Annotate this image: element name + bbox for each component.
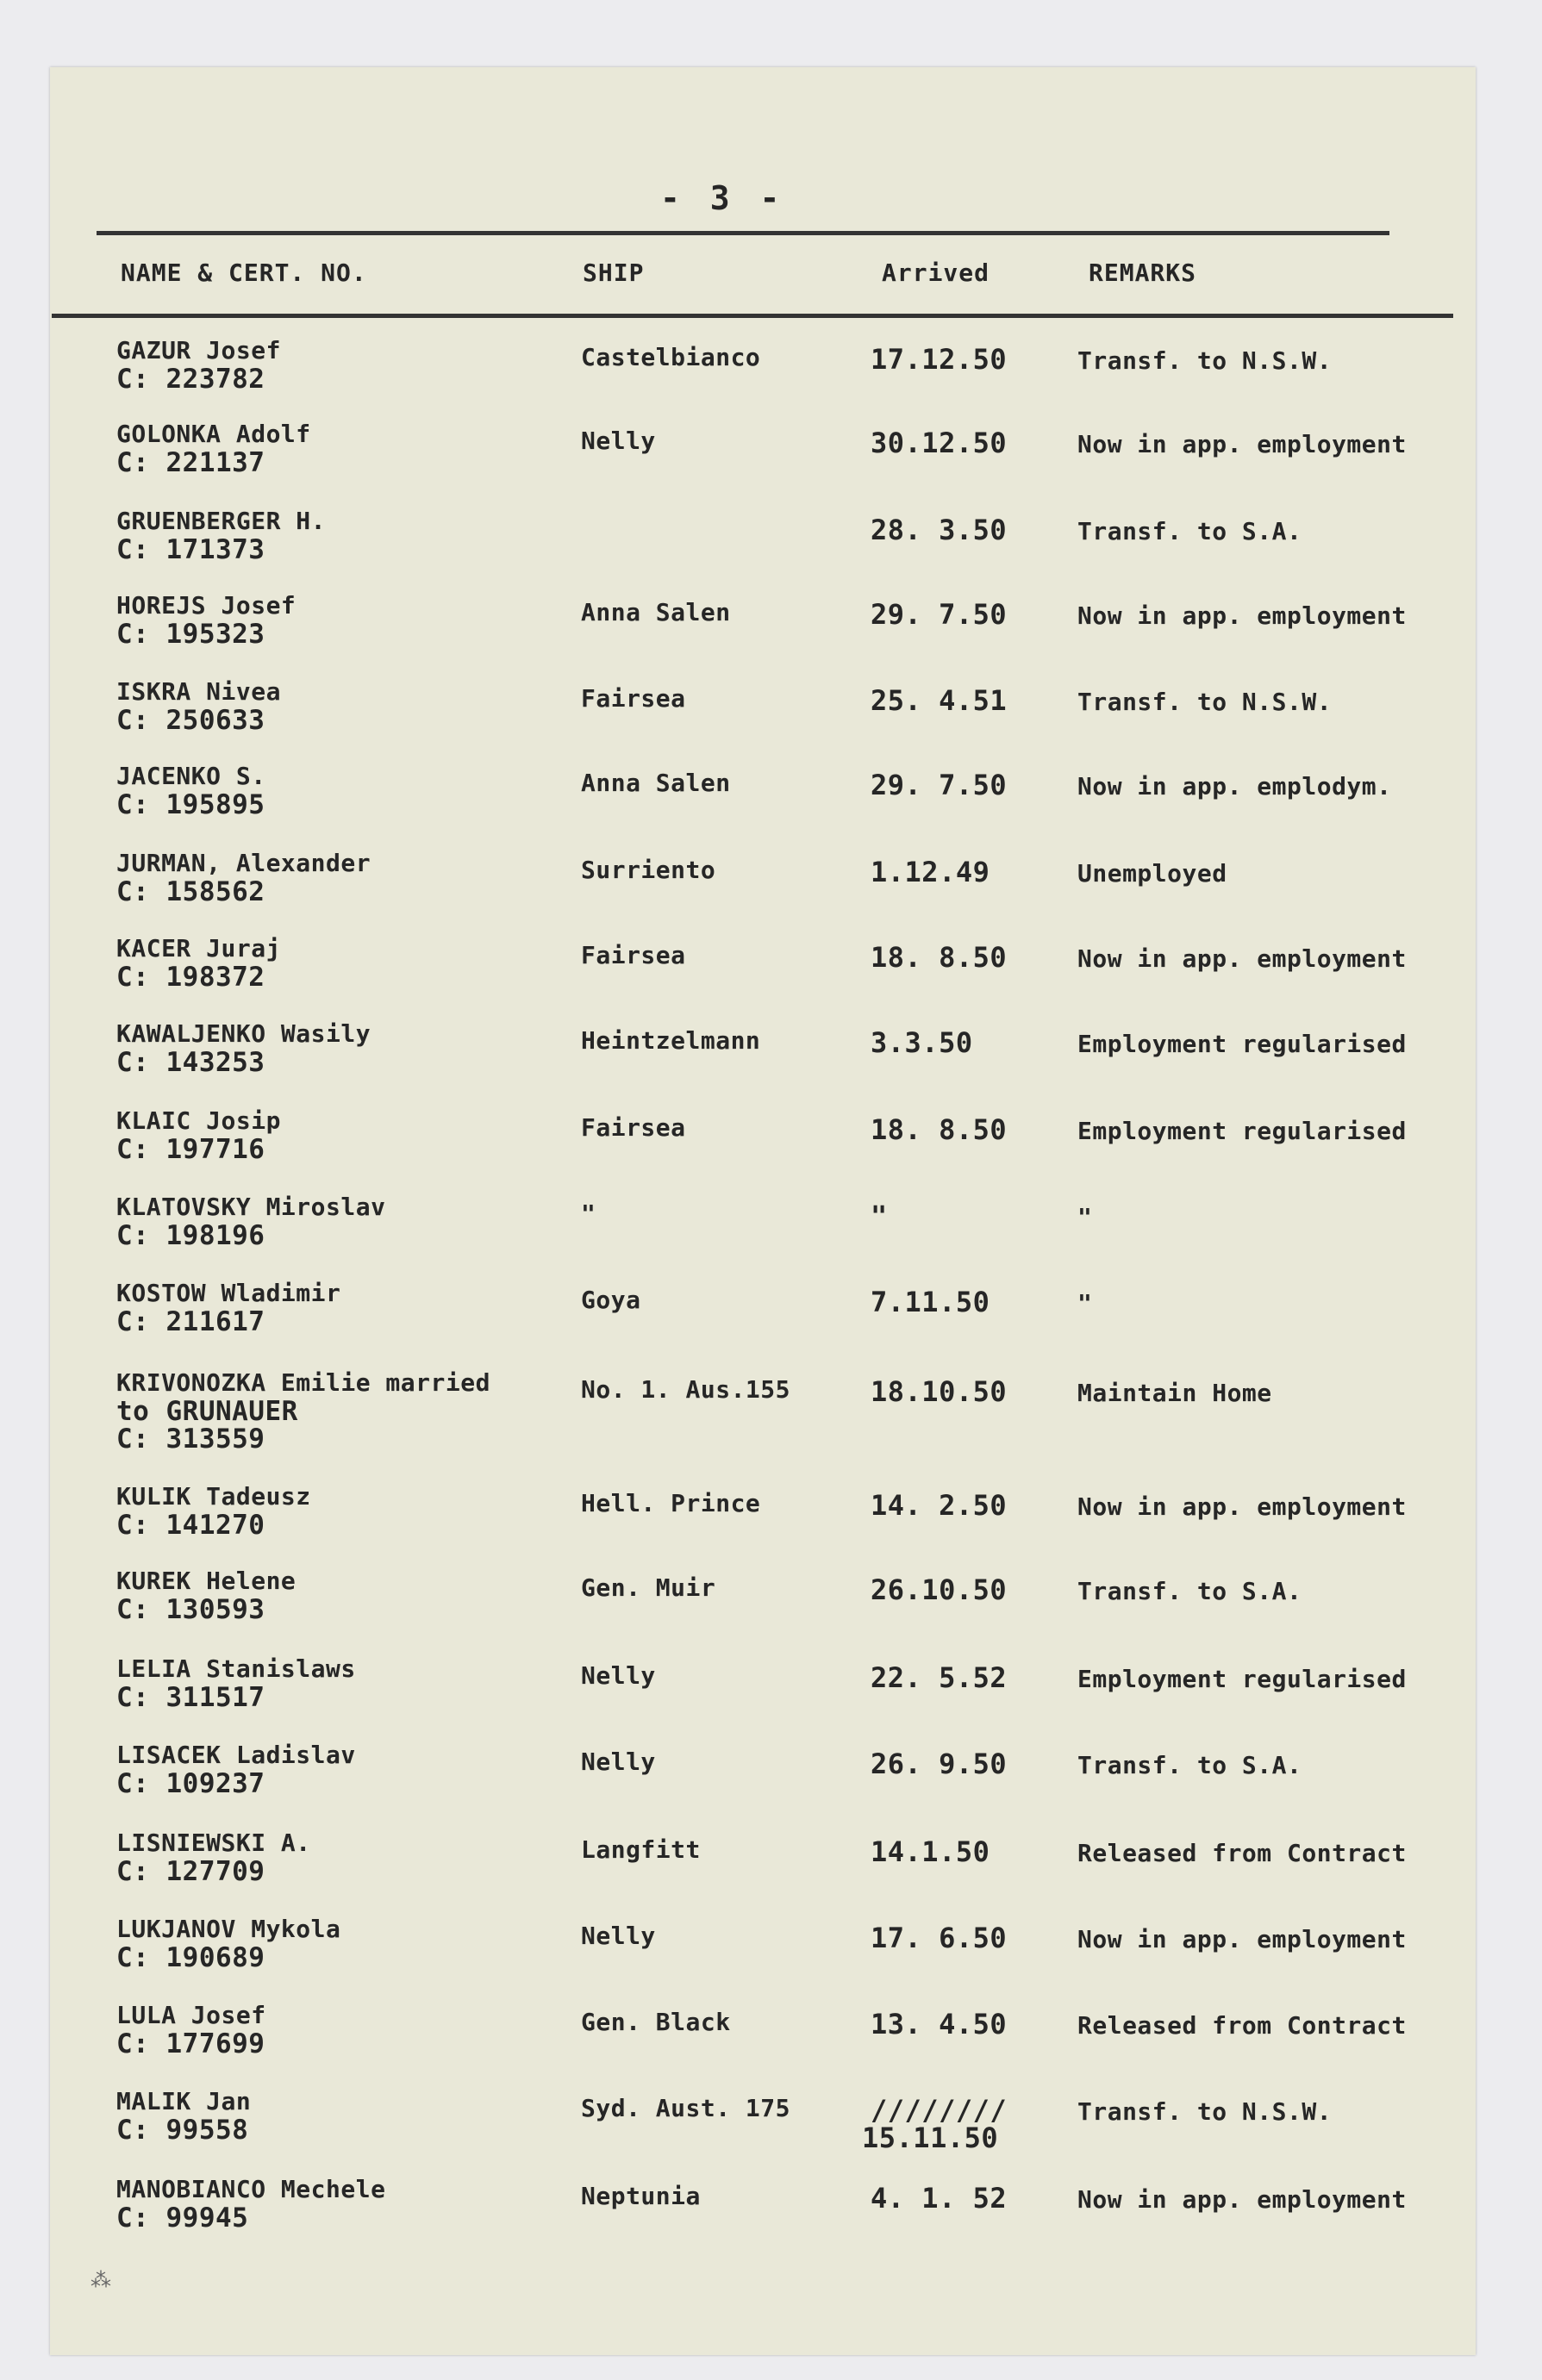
- ship-name: ": [581, 1199, 596, 1228]
- top-rule: [97, 231, 1389, 235]
- person-name: GOLONKA Adolf: [116, 420, 311, 448]
- cert-number: C: 99558: [116, 2115, 249, 2146]
- arrival-date: 29. 7.50: [871, 598, 1008, 631]
- remarks: Transf. to N.S.W.: [1077, 2097, 1333, 2126]
- table-row: [0, 2001, 1542, 2084]
- cert-number: C: 198196: [116, 1220, 265, 1251]
- cert-number: C: 190689: [116, 1942, 265, 1973]
- person-name: KULIK Tadeusz: [116, 1482, 311, 1511]
- header-name: NAME & CERT. NO.: [121, 259, 367, 287]
- arrival-date: ////////: [871, 2094, 1008, 2127]
- cert-number: C: 195895: [116, 789, 265, 820]
- header-rule: [52, 314, 1453, 318]
- ship-name: Gen. Black: [581, 2008, 731, 2036]
- person-name: KOSTOW Wladimir: [116, 1279, 341, 1307]
- remarks: Transf. to S.A.: [1077, 517, 1302, 545]
- arrival-date: 18. 8.50: [871, 941, 1008, 974]
- remarks: Now in app. employment: [1077, 430, 1407, 458]
- ship-name: Fairsea: [581, 1113, 686, 1142]
- person-name: MANOBIANCO Mechele: [116, 2175, 386, 2203]
- cert-number: C: 250633: [116, 705, 265, 736]
- person-name: HOREJS Josef: [116, 591, 297, 620]
- arrival-date: 18. 8.50: [871, 1113, 1008, 1146]
- person-name: KRIVONOZKA Emilie married: [116, 1368, 490, 1397]
- table-row: [0, 2087, 1542, 2170]
- cert-number: C: 158562: [116, 876, 265, 907]
- table-row: [0, 1368, 1542, 1455]
- ship-name: Fairsea: [581, 684, 686, 713]
- ship-name: No. 1. Aus.155: [581, 1375, 791, 1404]
- person-name: KAWALJENKO Wasily: [116, 1019, 371, 1048]
- remarks: Maintain Home: [1077, 1379, 1272, 1407]
- arrival-date: 22. 5.52: [871, 1661, 1008, 1694]
- person-name: ISKRA Nivea: [116, 677, 281, 706]
- person-name: LISNIEWSKI A.: [116, 1829, 311, 1857]
- table-row: [0, 934, 1542, 1017]
- remarks: Transf. to S.A.: [1077, 1751, 1302, 1779]
- cert-number: C: 221137: [116, 447, 265, 478]
- remarks: Transf. to N.S.W.: [1077, 688, 1333, 716]
- arrival-date: 17.12.50: [871, 343, 1008, 376]
- arrival-date: 14. 2.50: [871, 1489, 1008, 1522]
- cert-number: C: 313559: [116, 1424, 265, 1455]
- arrival-date: ": [871, 1199, 888, 1232]
- table-row: [0, 1279, 1542, 1361]
- ship-name: Goya: [581, 1286, 641, 1314]
- cert-number: C: 143253: [116, 1047, 265, 1078]
- arrival-date: 29. 7.50: [871, 769, 1008, 801]
- arrival-date: 30.12.50: [871, 427, 1008, 459]
- table-row: [0, 1829, 1542, 1911]
- arrival-date: 1.12.49: [871, 856, 990, 888]
- person-name-line2: to GRUNAUER: [116, 1396, 298, 1427]
- remarks: ": [1077, 1289, 1093, 1318]
- cert-number: C: 198372: [116, 962, 265, 993]
- remarks: Now in app. emplodym.: [1077, 772, 1392, 801]
- ship-name: Hell. Prince: [581, 1489, 761, 1517]
- corner-mark: ⁂: [91, 2268, 111, 2292]
- person-name: GRUENBERGER H.: [116, 507, 327, 535]
- remarks: Now in app. employment: [1077, 2185, 1407, 2214]
- ship-name: Anna Salen: [581, 769, 731, 797]
- table-row: [0, 1106, 1542, 1189]
- arrival-date: 26. 9.50: [871, 1748, 1008, 1780]
- cert-number: C: 109237: [116, 1768, 265, 1799]
- cert-number: C: 223782: [116, 364, 265, 395]
- table-row: [0, 2175, 1542, 2258]
- arrival-date: 14.1.50: [871, 1835, 990, 1868]
- ship-name: Nelly: [581, 1748, 656, 1776]
- cert-number: C: 195323: [116, 619, 265, 650]
- person-name: LULA Josef: [116, 2001, 266, 2029]
- arrival-date: 4. 1. 52: [871, 2182, 1008, 2215]
- person-name: KLATOVSKY Miroslav: [116, 1193, 386, 1221]
- ship-name: Langfitt: [581, 1835, 701, 1864]
- ship-name: Neptunia: [581, 2182, 701, 2210]
- table-row: [0, 1915, 1542, 1997]
- arrival-date: 7.11.50: [871, 1286, 990, 1318]
- remarks: Now in app. employment: [1077, 944, 1407, 973]
- remarks: Released from Contract: [1077, 2011, 1407, 2040]
- ship-name: Nelly: [581, 1661, 656, 1690]
- arrival-date: 26.10.50: [871, 1573, 1008, 1606]
- cert-number: C: 127709: [116, 1856, 265, 1887]
- ship-name: Heintzelmann: [581, 1026, 761, 1055]
- header-arrived: Arrived: [882, 259, 990, 287]
- arrival-date: 17. 6.50: [871, 1922, 1008, 1954]
- table-row: [0, 1019, 1542, 1102]
- table-row: [0, 1567, 1542, 1649]
- arrival-date-line2: 15.11.50: [862, 2121, 999, 2154]
- remarks: Transf. to N.S.W.: [1077, 346, 1333, 375]
- arrival-date: 28. 3.50: [871, 514, 1008, 546]
- cert-number: C: 141270: [116, 1510, 265, 1541]
- person-name: JURMAN, Alexander: [116, 849, 371, 877]
- page-number: - 3 -: [660, 179, 785, 217]
- ship-name: Nelly: [581, 1922, 656, 1950]
- cert-number: C: 311517: [116, 1682, 265, 1713]
- table-row: [0, 1654, 1542, 1737]
- arrival-date: 13. 4.50: [871, 2008, 1008, 2040]
- remarks: Now in app. employment: [1077, 1492, 1407, 1521]
- table-row: [0, 336, 1542, 419]
- person-name: KACER Juraj: [116, 934, 281, 963]
- table-row: [0, 1741, 1542, 1823]
- remarks: Now in app. employment: [1077, 601, 1407, 630]
- table-row: [0, 507, 1542, 589]
- remarks: Unemployed: [1077, 859, 1227, 888]
- ship-name: Nelly: [581, 427, 656, 455]
- person-name: KUREK Helene: [116, 1567, 297, 1595]
- ship-name: Fairsea: [581, 941, 686, 969]
- ship-name: Castelbianco: [581, 343, 761, 371]
- table-row: [0, 849, 1542, 931]
- arrival-date: 25. 4.51: [871, 684, 1008, 717]
- table-row: [0, 1482, 1542, 1565]
- person-name: GAZUR Josef: [116, 336, 281, 364]
- table-row: [0, 762, 1542, 844]
- cert-number: C: 99945: [116, 2202, 249, 2234]
- cert-number: C: 177699: [116, 2028, 265, 2059]
- cert-number: C: 197716: [116, 1134, 265, 1165]
- arrival-date: 3.3.50: [871, 1026, 973, 1059]
- remarks: ": [1077, 1203, 1093, 1231]
- table-row: [0, 591, 1542, 674]
- cert-number: C: 211617: [116, 1306, 265, 1337]
- remarks: Employment regularised: [1077, 1117, 1407, 1145]
- person-name: LELIA Stanislaws: [116, 1654, 356, 1683]
- remarks: Employment regularised: [1077, 1665, 1407, 1693]
- remarks: Now in app. employment: [1077, 1925, 1407, 1953]
- table-row: [0, 1193, 1542, 1275]
- ship-name: Anna Salen: [581, 598, 731, 626]
- remarks: Transf. to S.A.: [1077, 1577, 1302, 1605]
- table-row: [0, 420, 1542, 502]
- remarks: Employment regularised: [1077, 1030, 1407, 1058]
- person-name: LISACEK Ladislav: [116, 1741, 356, 1769]
- person-name: KLAIC Josip: [116, 1106, 281, 1135]
- ship-name: Gen. Muir: [581, 1573, 716, 1602]
- table-row: [0, 677, 1542, 760]
- arrival-date: 18.10.50: [871, 1375, 1008, 1408]
- remarks: Released from Contract: [1077, 1839, 1407, 1867]
- ship-name: Surriento: [581, 856, 716, 884]
- person-name: JACENKO S.: [116, 762, 266, 790]
- header-ship: SHIP: [583, 259, 645, 287]
- header-remarks: REMARKS: [1089, 259, 1197, 287]
- cert-number: C: 130593: [116, 1594, 265, 1625]
- ship-name: Syd. Aust. 175: [581, 2094, 791, 2122]
- person-name: LUKJANOV Mykola: [116, 1915, 341, 1943]
- cert-number: C: 171373: [116, 534, 265, 565]
- person-name: MALIK Jan: [116, 2087, 252, 2115]
